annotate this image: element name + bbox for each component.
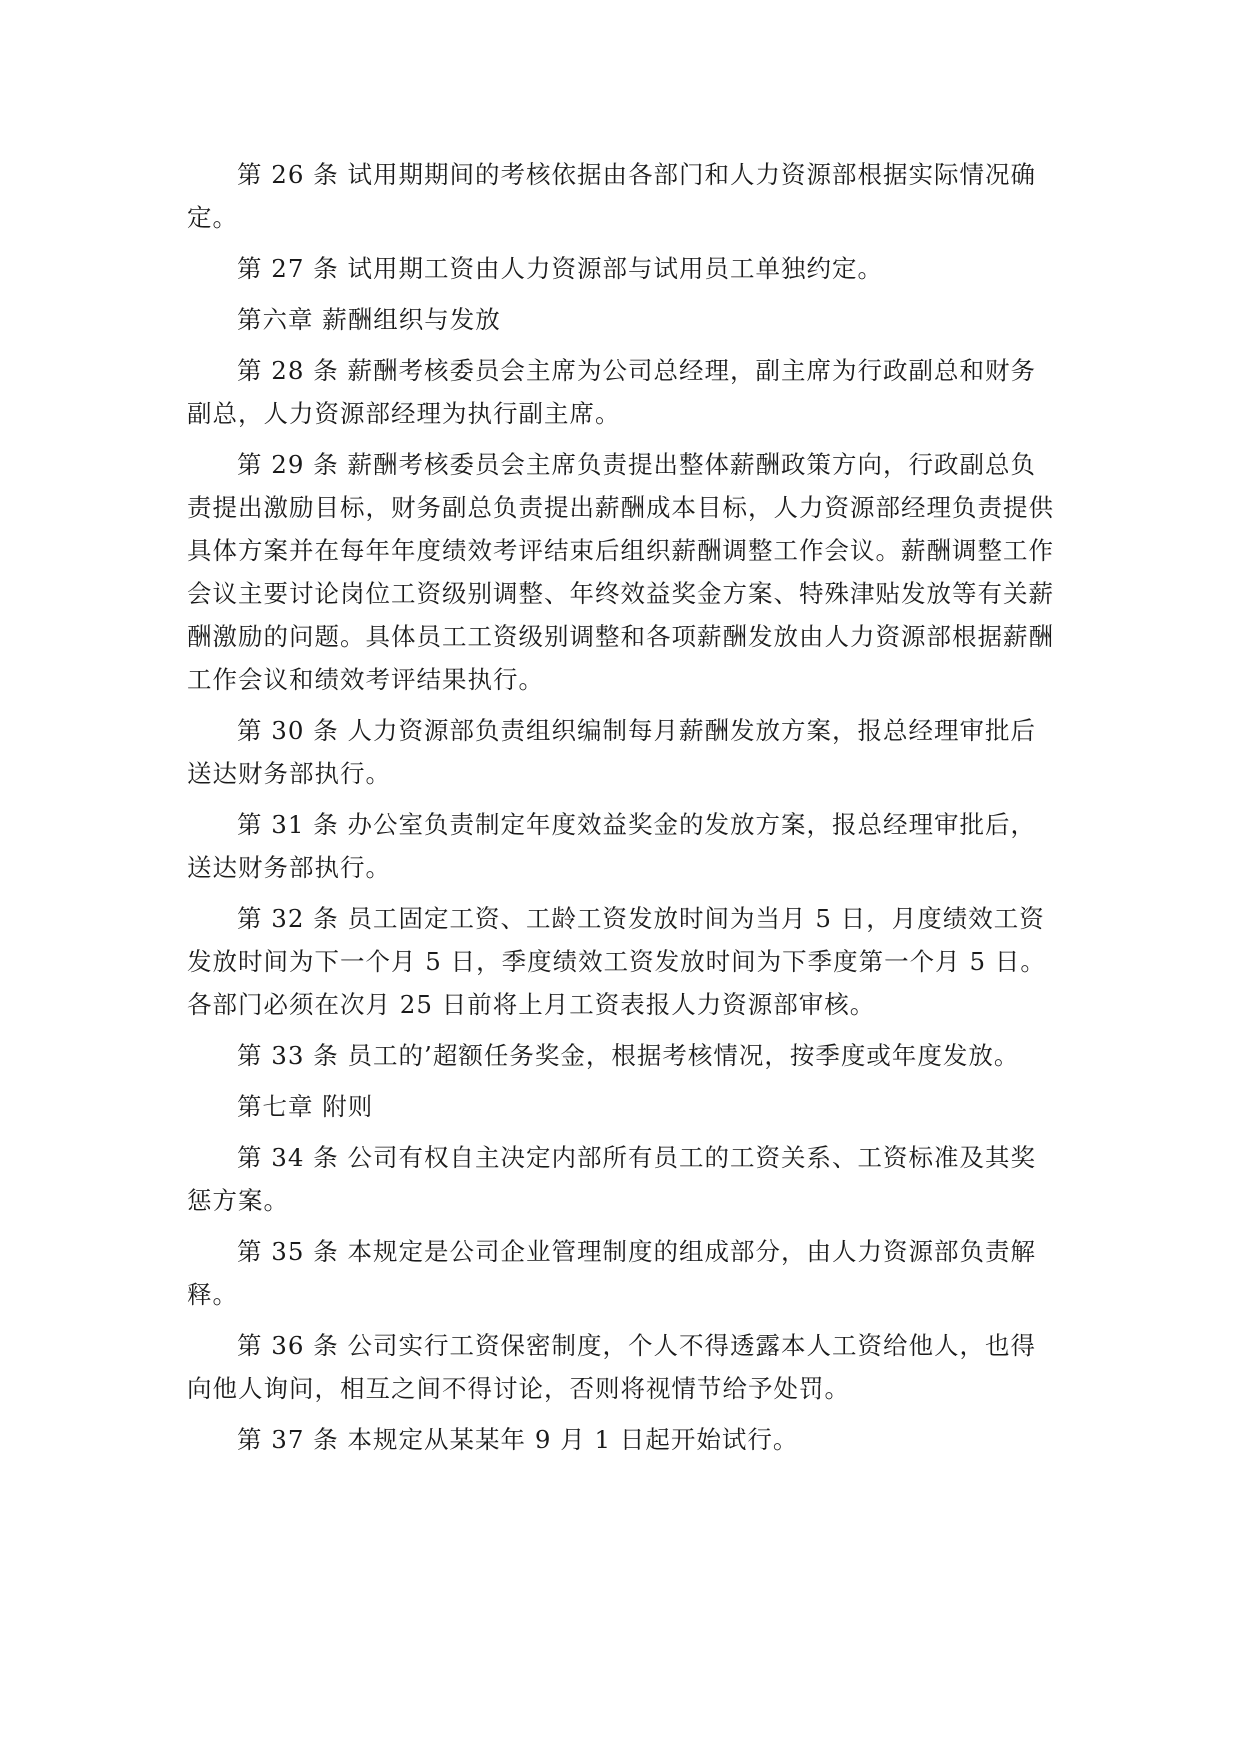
- article-33-paragraph: 第 33 条 员工的’超额任务奖金，根据考核情况，按季度或年度发放。: [237, 1041, 1020, 1070]
- article-31-paragraph: 第 31 条 办公室负责制定年度效益奖金的发放方案，报总经理审批后，送达财务部执行。: [187, 810, 1037, 882]
- article-34-paragraph: 第 34 条 公司有权自主决定内部所有员工的工资关系、工资标准及其奖惩方案。: [187, 1143, 1037, 1215]
- article-28-paragraph: 第 28 条 薪酬考核委员会主席为公司总经理，副主席为行政副总和财务副总，人力资源部经理为执行副主席。: [187, 356, 1037, 428]
- article-37-paragraph: 第 37 条 本规定从某某年 9 月 1 日起开始试行。: [237, 1425, 799, 1454]
- article-30-paragraph: 第 30 条 人力资源部负责组织编制每月薪酬发放方案，报总经理审批后送达财务部执行。: [187, 716, 1037, 788]
- article-32-paragraph: 第 32 条 员工固定工资、工龄工资发放时间为当月 5 日，月度绩效工资发放时间为下一个月 5 日，季度绩效工资发放时间为下季度第一个月 5 日。各部门必须在次月 25 日前将上月工资表报人力资源部审核。: [187, 904, 1046, 1019]
- article-27-paragraph: 第 27 条 试用期工资由人力资源部与试用员工单独约定。: [237, 254, 884, 283]
- chapter-6-heading: 第六章 薪酬组织与发放: [237, 305, 501, 334]
- article-26-paragraph: 第 26 条 试用期期间的考核依据由各部门和人力资源部根据实际情况确定。: [187, 160, 1037, 232]
- article-29-paragraph: 第 29 条 薪酬考核委员会主席负责提出整体薪酬政策方向，行政副总负责提出激励目标，财务副总负责提出薪酬成本目标，人力资源部经理负责提供具体方案并在每年年度绩效考评结束后组织薪酬调整工作会议。薪酬调整工作会议主要讨论岗位工资级别调整、年终效益奖金方案、特殊津贴发放等有关薪酬激励的问题。具体员工工资级别调整和各项薪酬发放由人力资源部根据薪酬工作会议和绩效考评结果执行。: [187, 450, 1054, 694]
- document-body: [187, 153, 1055, 1469]
- chapter-7-heading: 第七章 附则: [237, 1092, 374, 1121]
- article-35-paragraph: 第 35 条 本规定是公司企业管理制度的组成部分，由人力资源部负责解释。: [187, 1237, 1037, 1309]
- article-36-paragraph: 第 36 条 公司实行工资保密制度，个人不得透露本人工资给他人，也得向他人询问，相互之间不得讨论，否则将视情节给予处罚。: [187, 1331, 1037, 1403]
